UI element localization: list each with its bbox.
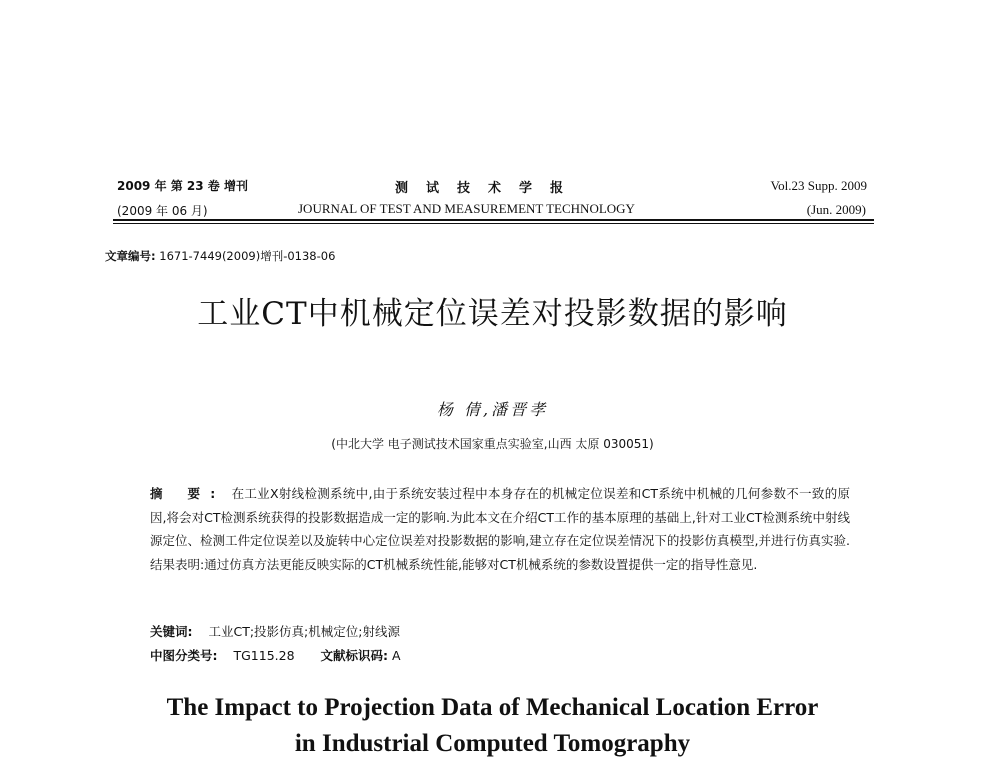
authors: 杨 倩,潘晋孝 [436, 400, 549, 419]
classification-value: TG115.28 [233, 648, 295, 663]
document-code-value: A [392, 648, 401, 663]
classification-label: 中图分类号: [150, 648, 218, 663]
article-number-value: 1671-7449(2009)增刊-0138-06 [159, 249, 336, 263]
keywords [150, 622, 400, 640]
header-volume: Vol.23 Supp. 2009 [770, 178, 867, 193]
keywords-label: 关键词: [150, 624, 193, 639]
journal-name-cn: 测试技术学报 [395, 181, 582, 196]
title-english [0, 690, 985, 762]
keywords-text: 工业CT;投影仿真;机械定位;射线源 [208, 624, 400, 639]
header-rule-thin [113, 223, 874, 224]
title-english-line2: in Industrial Computed Tomography [294, 730, 691, 757]
title-english-line1: The Impact to Projection Data of Mechanical Location Error [166, 694, 819, 721]
title-chinese: 工业CT中机械定位误差对投影数据的影响 [197, 296, 788, 332]
header-issue: 2009 年 第 23 卷 增刊 [117, 179, 248, 193]
article-number-label: 文章编号: [105, 249, 156, 263]
document-code-label: 文献标识码: [320, 648, 389, 663]
header-rule-thick [113, 219, 874, 221]
journal-name-en: JOURNAL OF TEST AND MEASUREMENT TECHNOLOGY [298, 201, 635, 216]
header-month: (Jun. 2009) [806, 202, 866, 217]
abstract-label: 摘 要: [150, 486, 226, 501]
abstract [150, 482, 850, 576]
affiliation: (中北大学 电子测试技术国家重点实验室,山西 太原 030051) [331, 437, 654, 451]
article-number [105, 248, 335, 264]
abstract-text: 在工业X射线检测系统中,由于系统安装过程中本身存在的机械定位误差和CT系统中机械的几何参数不一致的原因,将会对CT检测系统获得的投影数据造成一定的影响.为此本文在介绍CT工作的基本原理的基础上,针对工业CT检测系统中射线源定位、检测工件定位误差以及旋转中心定位误差对投影数据的影响,建立存在定位误差情况下的投影仿真模型,并进行仿真实验.结果表明:通过仿真方法更能反映实际的CT机械系统性能,能够对CT机械系统的参数设置提供一定的指导性意见. [150, 486, 850, 572]
header-date: (2009 年 06 月) [117, 204, 208, 218]
classification [150, 646, 401, 664]
